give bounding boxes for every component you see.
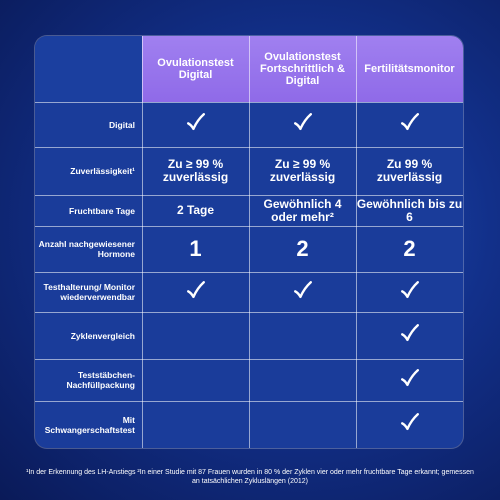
check-icon <box>185 111 207 138</box>
column-header-2: Ovulationstest Fortschrittlich & Digital <box>249 36 356 102</box>
check-icon <box>399 411 421 438</box>
table-cell <box>356 147 463 195</box>
row-label: Anzahl nachgewiesener Hormone <box>38 239 135 259</box>
row-label: Fruchtbare Tage <box>69 205 135 216</box>
cell-number: 2 <box>403 236 416 261</box>
cell-number: 1 <box>189 236 202 261</box>
table-cell <box>356 359 463 401</box>
table-cell <box>249 147 356 195</box>
row-label: Zuverlässigkeit¹ <box>70 166 135 176</box>
table-cell <box>356 401 463 448</box>
check-icon <box>399 367 421 394</box>
table-cell <box>356 226 463 272</box>
check-icon <box>399 322 421 349</box>
row-label: Testhalterung/ Monitor wiederverwendbar <box>43 282 135 302</box>
table-cell <box>356 312 463 359</box>
table-cell <box>249 102 356 147</box>
check-icon <box>292 111 314 138</box>
table-cell <box>142 401 249 448</box>
table-cell <box>249 401 356 448</box>
check-icon <box>399 111 421 138</box>
table-cell <box>356 102 463 147</box>
column-header-1: Ovulationstest Digital <box>142 36 249 102</box>
check-icon <box>292 279 314 306</box>
cell-number: 2 <box>296 236 309 261</box>
table-cell <box>142 226 249 272</box>
cell-text: Zu 99 % zuverlässig <box>376 157 443 184</box>
check-icon <box>399 279 421 306</box>
table-cell <box>249 312 356 359</box>
row-label: Teststäbchen-Nachfüllpackung <box>66 370 135 390</box>
column-divider <box>249 36 250 448</box>
table-cell <box>142 102 249 147</box>
table-cell <box>356 272 463 312</box>
header-corner <box>35 36 142 102</box>
column-divider <box>142 36 143 448</box>
table-cell <box>142 147 249 195</box>
table-cell <box>249 272 356 312</box>
table-cell <box>249 195 356 226</box>
column-header-3: Fertilitätsmonitor <box>356 36 463 102</box>
table-cell <box>142 272 249 312</box>
cell-text: Zu ≥ 99 % zuverlässig <box>162 157 229 184</box>
cell-text: Gewöhnlich 4 oder mehr² <box>263 196 342 224</box>
footnote: ¹In der Erkennung des LH-Anstiegs ²In einer Studie mit 87 Frauen wurden in 80 % der Zyklen vier oder mehr fruchtbare Tage erkannt; gemessen an tatsächlichen Zykluslängen (2012) <box>26 469 474 485</box>
check-icon <box>185 279 207 306</box>
cell-text: Zu ≥ 99 % zuverlässig <box>269 157 336 184</box>
row-label: Zyklenvergleich <box>70 330 135 341</box>
column-divider <box>356 36 357 448</box>
comparison-table <box>35 36 463 448</box>
table-cell <box>249 359 356 401</box>
table-cell <box>142 359 249 401</box>
row-label: Digital <box>109 119 135 130</box>
row-label: Mit Schwangerschaftstest <box>44 414 135 435</box>
table-cell <box>142 195 249 226</box>
cell-text: 2 Tage <box>176 203 215 217</box>
table-cell <box>249 226 356 272</box>
table-cell <box>356 195 463 226</box>
table-cell <box>142 312 249 359</box>
cell-text: Gewöhnlich bis zu 6 <box>356 196 463 224</box>
